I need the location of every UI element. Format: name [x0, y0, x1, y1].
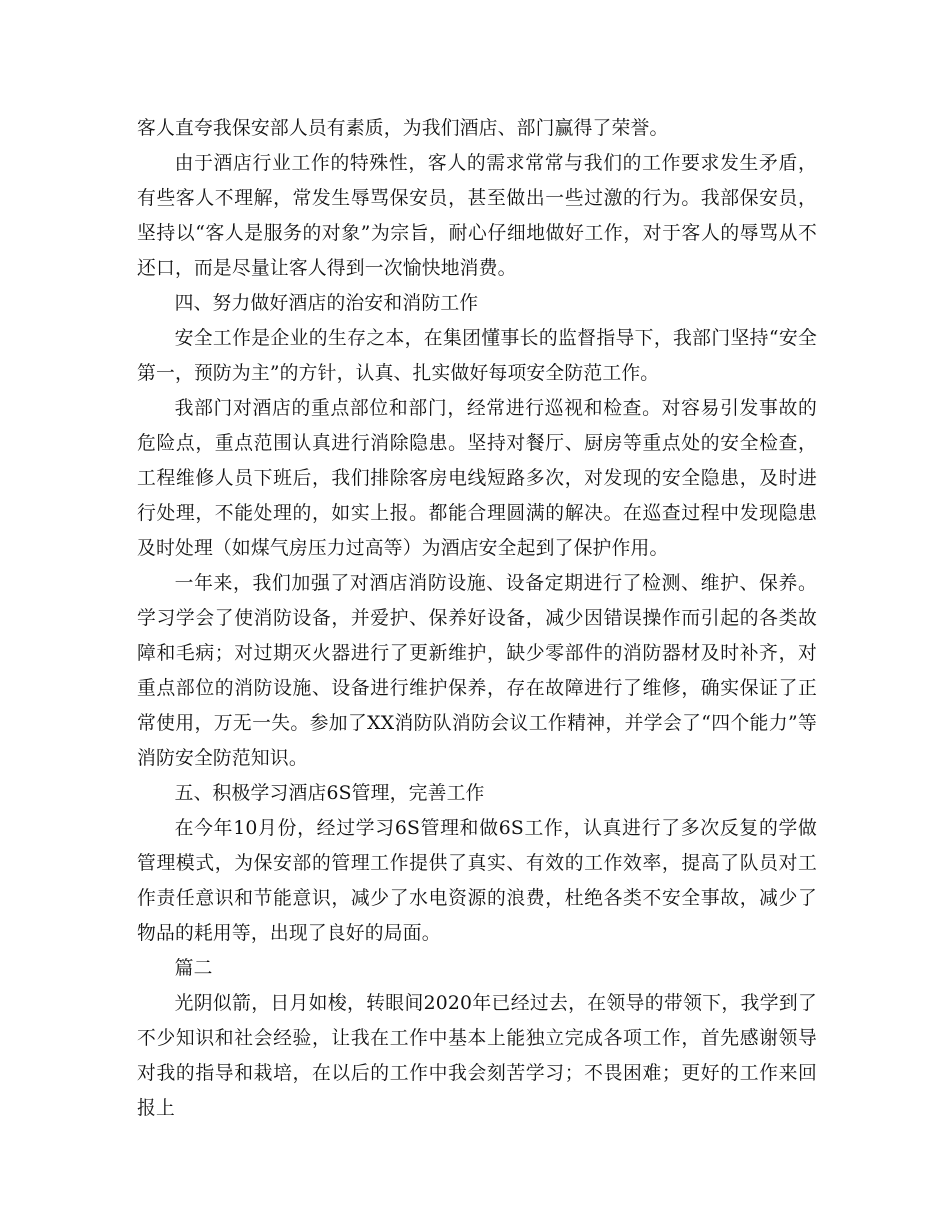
paragraph: 在今年10月份，经过学习6S管理和做6S工作，认真进行了多次反复的学做管理模式，为保安部的管理工作提供了真实、有效的工作效率，提高了队员对工作责任意识和节能意识，减少了水电资源的浪费，杜绝各类不安全事故，减少了物品的耗用等，出现了良好的局面。: [137, 818, 817, 944]
paragraph: 客人直夸我保安部人员有素质，为我们酒店、部门赢得了荣誉。: [137, 118, 669, 139]
section-heading: 四、努力做好酒店的治安和消防工作: [174, 293, 479, 314]
paragraph: 我部门对酒店的重点部位和部门，经常进行巡视和检查。对容易引发事故的危险点，重点范围认真进行消除隐患。坚持对餐厅、厨房等重点处的安全检查，工程维修人员下班后，我们排除客房电线短路多次，对发现的安全隐患，及时进行处理，不能处理的，如实上报。都能合理圆满的解决。在巡查过程中发现隐患及时处理（如煤气房压力过高等）为酒店安全起到了保护作用。: [137, 398, 817, 559]
section-heading: 五、积极学习酒店6S管理，完善工作: [174, 783, 485, 804]
section-heading: 篇二: [174, 958, 213, 979]
paragraph: 由于酒店行业工作的特殊性，客人的需求常常与我们的工作要求发生矛盾，有些客人不理解，常发生辱骂保安员，甚至做出一些过激的行为。我部保安员，坚持以“客人是服务的对象”为宗旨，耐心仔细地做好工作，对于客人的辱骂从不还口，而是尽量让客人得到一次愉快地消费。: [137, 153, 817, 279]
document-body: [137, 111, 817, 1126]
paragraph: 光阴似箭，日月如梭，转眼间2020年已经过去，在领导的带领下，我学到了不少知识和社会经验，让我在工作中基本上能独立完成各项工作，首先感谢领导对我的指导和栽培，在以后的工作中我会刻苦学习；不畏困难；更好的工作来回报上: [137, 993, 817, 1119]
paragraph: 安全工作是企业的生存之本，在集团懂事长的监督指导下，我部门坚持“安全第一，预防为主”的方针，认真、扎实做好每项安全防范工作。: [137, 328, 817, 384]
paragraph: 一年来，我们加强了对酒店消防设施、设备定期进行了检测、维护、保养。学习学会了使消防设备，并爱护、保养好设备，减少因错误操作而引起的各类故障和毛病；对过期灭火器进行了更新维护，缺少零部件的消防器材及时补齐，对重点部位的消防设施、设备进行维护保养，存在故障进行了维修，确实保证了正常使用，万无一失。参加了XX消防队消防会议工作精神，并学会了“四个能力”等消防安全防范知识。: [137, 573, 817, 769]
